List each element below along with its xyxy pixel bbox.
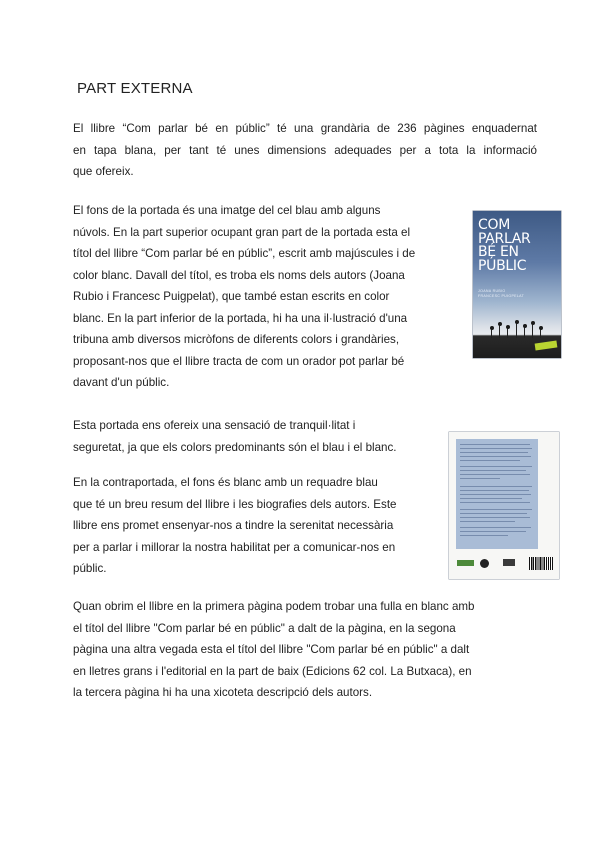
summary-text-line <box>460 513 527 514</box>
text-line: per a parlar i millorar la nostra habilitat per a comunicar-nos en <box>73 540 396 554</box>
text-line: títol del llibre “Com parlar bé en públic”, escrit amb majúscules i de <box>73 247 416 260</box>
front-cover-image <box>473 211 561 358</box>
microphone-icon <box>516 323 517 338</box>
summary-text-line <box>460 531 526 532</box>
summary-text-line <box>460 486 532 487</box>
text-line: El fons de la portada és una imatge del cel blau amb alguns <box>73 204 381 217</box>
summary-text-line <box>460 474 530 475</box>
text-line: núvols. En la part superior ocupant gran part de la portada esta el <box>73 225 411 239</box>
summary-text-line <box>460 535 508 536</box>
section-heading: PART EXTERNA <box>77 80 193 97</box>
text-line: la tercera pàgina hi ha una xicoteta descripció dels autors. <box>73 686 373 699</box>
summary-text-line <box>460 494 531 495</box>
paragraph-book-size <box>73 118 537 183</box>
summary-text-line <box>460 517 530 518</box>
paragraph-front-cover <box>73 200 445 394</box>
text-line: El llibre “Com parlar bé en públic” té una grandària de 236 pàgines enquadernat <box>73 122 537 135</box>
text-line: proposant-nos que el llibre tracta de com un orador pot parlar bé <box>73 354 405 368</box>
microphone-icon <box>491 329 492 338</box>
cover-title <box>478 219 530 273</box>
summary-text-line <box>460 466 532 467</box>
publisher-logo <box>503 559 515 566</box>
text-line: que ofereix. <box>73 165 134 178</box>
back-cover-image <box>449 432 559 579</box>
summary-box <box>456 439 538 549</box>
microphone-icon <box>524 327 525 338</box>
text-line: pàgina una altra vegada esta el títol del llibre "Com parlar bé en públic" a dalt <box>73 643 470 656</box>
cover-author: FRANCESC PUIGPELAT <box>478 293 525 298</box>
publisher-logo <box>457 560 474 566</box>
summary-text-line <box>460 490 529 491</box>
cover-author: JOANA RUBIO <box>478 289 506 293</box>
cover-title-line: BÉ EN <box>478 244 519 260</box>
summary-text-line <box>460 498 522 499</box>
text-line: Rubio i Francesc Puigpelat), que també estan escrits en color <box>73 290 390 303</box>
publisher-logo <box>480 559 489 568</box>
text-line: En la contraportada, el fons és blanc amb un requadre blau <box>73 476 378 489</box>
paragraph-cover-feeling <box>73 415 445 458</box>
cover-authors <box>478 289 524 298</box>
summary-text-line <box>460 478 500 479</box>
text-line: blanc. En la part inferior de la portada, hi ha una il·lustració d'una <box>73 311 408 325</box>
text-line: Quan obrim el llibre en la primera pàgina podem trobar una fulla en blanc amb <box>73 600 475 613</box>
summary-text-line <box>460 460 520 461</box>
text-line: davant d'un públic. <box>73 376 170 389</box>
text-line: tribuna amb diversos micròfons de diferents colors i grandàries, <box>73 333 400 346</box>
paragraph-inside-pages <box>73 596 533 704</box>
summary-text-line <box>460 502 530 503</box>
publisher-badge <box>535 341 558 351</box>
microphone-icon <box>499 325 500 338</box>
microphone-icon <box>540 329 541 338</box>
cover-title-line: PARLAR <box>478 230 531 247</box>
paragraph-back-cover <box>73 472 445 580</box>
summary-text-line <box>460 470 526 471</box>
text-line: en lletres grans i l'editorial en la part de baix (Edicions 62 col. La Butxaca), en <box>73 664 472 678</box>
text-line: seguretat, ja que els colors predominants són el blau i el blanc. <box>73 440 397 454</box>
text-line: públic. <box>73 562 107 575</box>
summary-text-line <box>460 456 531 457</box>
summary-text-line <box>460 448 532 449</box>
summary-text-line <box>460 527 531 528</box>
summary-text-line <box>460 444 530 445</box>
text-line: el títol del llibre "Com parlar bé en públic" a dalt de la pàgina, en la segona <box>73 621 456 635</box>
text-line: que té un breu resum del llibre i les biografies dels autors. Este <box>73 497 397 511</box>
cover-title-line: COM <box>478 217 510 233</box>
text-line: Esta portada ens ofereix una sensació de tranquil·litat i <box>73 419 356 432</box>
summary-text-line <box>460 452 528 453</box>
text-line: color blanc. Davall del títol, es troba els noms dels autors (Joana <box>73 268 405 282</box>
microphone-icon <box>507 328 508 338</box>
text-line: llibre ens promet ensenyar-nos a tindre la serenitat necessària <box>73 519 394 532</box>
summary-text-line <box>460 509 532 510</box>
summary-text-line <box>460 521 515 522</box>
cover-title-line: PÚBLIC <box>478 257 527 274</box>
text-line: en tapa blana, per tant té unes dimensions adequades per a tota la informació <box>73 143 537 157</box>
barcode-icon <box>529 557 553 570</box>
microphone-icon <box>532 324 533 338</box>
